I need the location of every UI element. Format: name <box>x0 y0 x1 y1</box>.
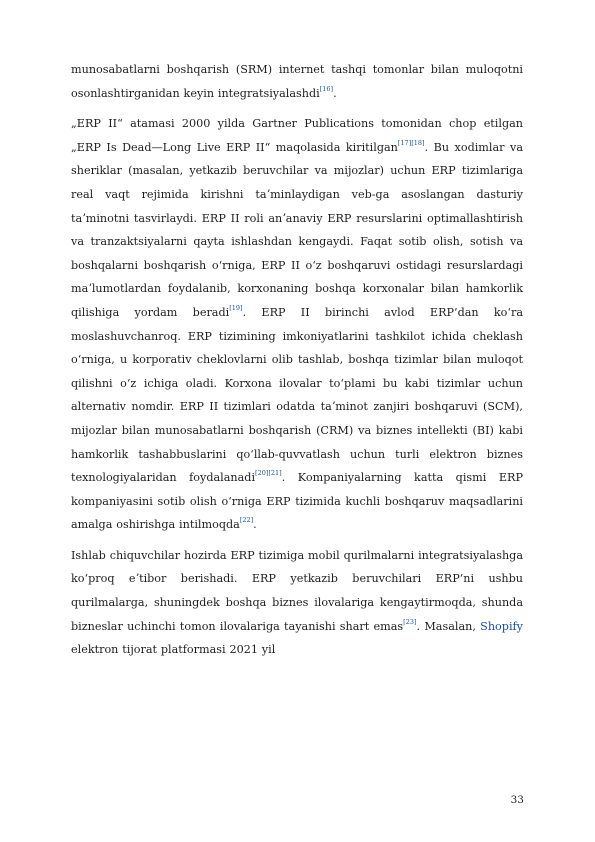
citation-link[interactable]: [16] <box>319 84 334 93</box>
text-run: Ishlab chiquvchilar hozirda ERP tizimiga mobil qurilmalarni integratsiyalashga koʻproq eʼtibor berishadi. ERP yetkazib beruvchilari ERP’ni ushbu qurilmalarga, shuningdek boshqa biznes ilovalariga kengaytirmoqda, shunda bizneslar uchinchi tomon ilovalariga tayanishi shart emas <box>71 548 523 633</box>
citation-link[interactable]: [17] <box>397 138 412 147</box>
text-run: . <box>253 518 257 532</box>
text-run: . ERP II birinchi avlod ERP’dan koʻra moslashuvchanroq. ERP tizimining imkoniyatlarini tashkilot ichida cheklash oʻrniga, u korporativ cheklovlarni olib tashlab, boshqa tizimlar bilan muloqot qilishni oʻz ichiga oladi. Korxona ilovalar toʻplami bu kabi tizimlar uchun alternativ nomdir. ERP II tizimlari odatda taʼminot zanjiri boshqaruvi (SCM), mijozlar bilan munosabatlarni boshqarish (CRM) va biznes intellekti (BI) kabi hamkorlik tashabbuslarini qoʻllab-quvvatlash uchun turli elektron biznes texnologiyalaridan foydalanadi <box>71 305 523 485</box>
paragraph <box>71 112 523 537</box>
citation-link[interactable]: [22] <box>239 516 254 525</box>
text-run: „ERP II“ atamasi 2000 yilda Gartner Publications tomonidan chop etilgan „ERP Is Dead—Long Live ERP II“ maqolasida kiritilgan <box>71 117 523 154</box>
text-run: elektron tijorat platformasi 2021 yil <box>71 643 276 657</box>
text-run: . <box>333 86 337 100</box>
text-run: . Bu xodimlar va sheriklar (masalan, yetkazib beruvchilar va mijozlar) uchun ERP tizimlariga real vaqt rejimida kirishni taʼminlaydigan veb-ga asoslangan dasturiy taʼminotni tasvirlaydi. ERP II roli anʼanaviy ERP resurslarini optimallashtirish va tranzaktsiyalarni qayta ishlashdan kengaydi. Faqat sotib olish, sotish va boshqalarni boshqarish oʻrniga, ERP II oʻz boshqaruvi ostidagi resurslardagi maʼlumotlardan foydalanib, korxonaning boshqa korxonalar bilan hamkorlik qilishiga yordam beradi <box>71 140 523 319</box>
citation-link[interactable]: [21] <box>268 469 282 478</box>
citation-link[interactable]: [20] <box>255 469 269 478</box>
citation-link[interactable]: [18] <box>411 138 425 147</box>
paragraph <box>71 544 523 662</box>
body-text <box>71 58 523 662</box>
hyperlink[interactable]: Shopify <box>480 619 523 633</box>
text-run: . Kompaniyalarning katta qismi ERP kompaniyasini sotib olish oʻrniga ERP tizimida kuchli boshqaruv maqsadlarini amalga oshirishga intilmoqda <box>71 471 523 532</box>
paragraph <box>71 58 523 105</box>
text-run: . Masalan, <box>416 619 481 633</box>
citation-link[interactable]: [19] <box>229 303 243 312</box>
citation-link[interactable]: [23] <box>403 617 417 626</box>
text-run: munosabatlarni boshqarish (SRM) internet tashqi tomonlar bilan muloqotni osonlashtirganidan keyin integratsiyalashdi <box>71 63 523 100</box>
page-number: 33 <box>510 794 524 806</box>
